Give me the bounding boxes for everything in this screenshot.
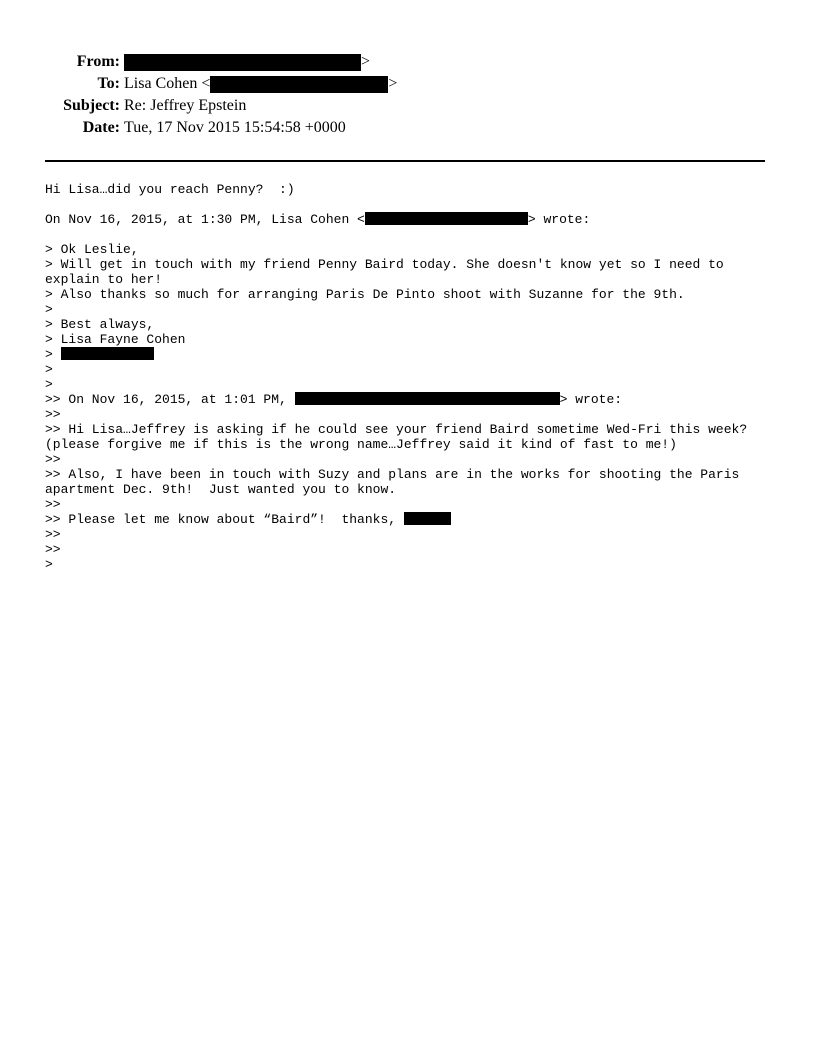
quoted-line: > Lisa Fayne Cohen [45, 332, 186, 347]
redaction-block [124, 54, 361, 71]
quoted-line: > Will get in touch with my friend Penny Baird today. She doesn't know yet so I need to [45, 257, 724, 272]
quoted-signature-line [45, 347, 775, 362]
date-row [0, 117, 816, 139]
body-line: Hi Lisa…did you reach Penny? :) [45, 182, 295, 197]
to-row [0, 73, 816, 95]
redaction-block [61, 347, 154, 360]
nested-quoted-line: >> Hi Lisa…Jeffrey is asking if he could see your friend Baird sometime Wed-Fri this week? [45, 422, 748, 437]
from-value [124, 51, 370, 73]
redaction-block [404, 512, 451, 525]
quoted-line: explain to her! [45, 272, 163, 287]
date-value: Tue, 17 Nov 2015 15:54:58 +0000 [124, 119, 346, 136]
to-name: Lisa Cohen < [124, 75, 211, 92]
quoted-line: > Ok Leslie, [45, 242, 139, 257]
quote-intro-line [45, 212, 775, 227]
nested-quoted-line: >> [45, 542, 61, 557]
to-label: To: [97, 75, 120, 92]
nested-quote-intro-line [45, 392, 775, 407]
nested-quote-intro-wrote: > wrote: [559, 392, 623, 407]
redaction-block [365, 212, 528, 225]
to-value [124, 73, 397, 95]
redaction-block [295, 392, 560, 405]
quoted-line: > [45, 302, 53, 317]
quoted-line: > [45, 557, 53, 572]
nested-quoted-line: >> [45, 497, 61, 512]
quoted-line: > [45, 377, 53, 392]
header-divider [45, 160, 765, 162]
from-row [0, 51, 816, 73]
blank-line [45, 227, 775, 242]
nested-quoted-signoff-text: >> Please let me know about “Baird”! thanks, [45, 512, 404, 527]
nested-quoted-line: >> [45, 452, 61, 467]
email-body [45, 182, 775, 572]
quote-intro-wrote: > wrote: [527, 212, 591, 227]
nested-quoted-line: apartment Dec. 9th! Just wanted you to know. [45, 482, 397, 497]
nested-quoted-line: >> [45, 407, 61, 422]
email-header [0, 51, 816, 139]
from-close: > [361, 53, 371, 70]
subject-value: Re: Jeffrey Epstein [124, 97, 247, 114]
nested-quoted-line: (please forgive me if this is the wrong name…Jeffrey said it kind of fast to me!) [45, 437, 677, 452]
to-close: > [388, 75, 398, 92]
quoted-line: > Best always, [45, 317, 155, 332]
nested-quoted-signoff-line [45, 512, 775, 527]
nested-quoted-line: >> [45, 527, 61, 542]
quote-intro-text: On Nov 16, 2015, at 1:30 PM, Lisa Cohen < [45, 212, 365, 227]
nested-quoted-line: >> Also, I have been in touch with Suzy and plans are in the works for shooting the Paris [45, 467, 740, 482]
redaction-block [210, 76, 388, 93]
subject-label: Subject: [63, 97, 120, 114]
subject-row [0, 95, 816, 117]
quote-marker: > [45, 347, 61, 362]
from-label: From: [76, 53, 120, 70]
blank-line [45, 197, 775, 212]
nested-quote-intro-text: >> On Nov 16, 2015, at 1:01 PM, [45, 392, 295, 407]
date-label: Date: [82, 119, 120, 136]
quoted-line: > Also thanks so much for arranging Paris De Pinto shoot with Suzanne for the 9th. [45, 287, 685, 302]
quoted-line: > [45, 362, 53, 377]
